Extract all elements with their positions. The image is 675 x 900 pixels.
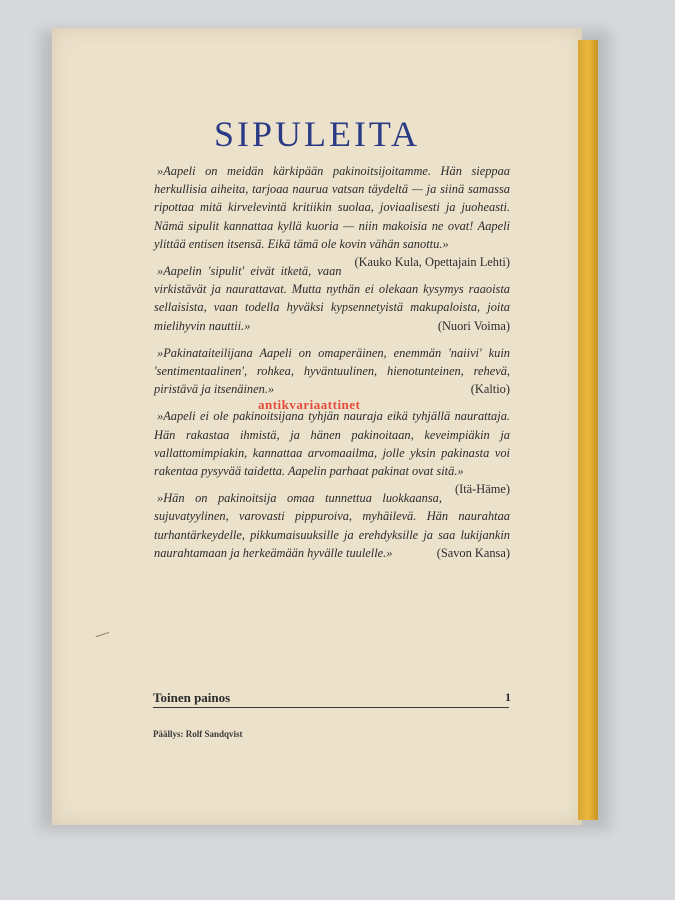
edition-divider bbox=[153, 707, 509, 708]
review-quote bbox=[154, 344, 510, 399]
quote-text: »Aapeli on meidän kärkipään pakinoitsijoitamme. Hän sieppaa herkullisia aiheita, tarjoaa naurua vatsan täydeltä — ja siinä samassa ripottaa mitä kirvelevintä kritiikin suolaa, joviaalisesti ja juoheasti. Nämä sipulit kannattaa kyllä kuoria — niin makoisia ne ovat! Aapeli ylittää entisen itsensä. Eikä tämä ole kovin vähän sanottu.» bbox=[154, 164, 510, 251]
review-quote bbox=[154, 489, 510, 562]
review-quote bbox=[154, 407, 510, 497]
quote-source: (Kaltio) bbox=[470, 382, 510, 397]
book-spine bbox=[578, 40, 598, 820]
watermark: antikvariaattinet bbox=[258, 397, 361, 412]
quote-source: (Kauko Kula, Opettajain Lehti) bbox=[354, 255, 510, 270]
quote-source: (Savon Kansa) bbox=[436, 545, 510, 560]
quote-source: (Itä-Häme) bbox=[454, 482, 510, 497]
quote-source: (Nuori Voima) bbox=[437, 318, 510, 333]
quote-text: »Hän on pakinoitsija omaa tunnettua luokkaansa, sujuvatyylinen, varovasti pippuroiva, myhäilevä. Hän naurahtaa turhantärkeydelle, pikkumaisuuksille ja erehdyksille ja saa lukijankin naurahtamaan ja herkeämään hyvälle tuulelle.» bbox=[154, 491, 510, 560]
quote-text: »Aapelin 'sipulit' eivät itketä, vaan virkistävät ja naurattavat. Mutta nythän ei olekaan kysymys raaoista sellaisista, vaan todella hyväksi kypsennetyistä makupaloista, joita mielihyvin nauttii.» bbox=[154, 264, 510, 333]
edition-label: Toinen painos bbox=[153, 690, 231, 705]
quote-text: »Pakinataiteilijana Aapeli on omaperäinen, enemmän 'naiivi' kuin 'sentimentaalinen', rohkea, hyväntuulinen, hienotunteinen, rehevä, piristävä ja itsenäinen.» bbox=[154, 345, 510, 397]
review-quotes bbox=[154, 162, 510, 571]
review-quote bbox=[154, 162, 510, 270]
cover-credit: Päällys: Rolf Sandqvist bbox=[153, 729, 243, 739]
page-number: 1 bbox=[505, 690, 511, 704]
quote-text: »Aapeli ei ole pakinoitsijana tyhjän nauraja eikä tyhjällä naurattaja. Hän rakastaa ihmistä, ja hänen pakinoitaan, keveimpiäkin ja vallattomimpiakin, kannattaa arvomaailma, jolle yksin pakinasta voi rakentaa pysyvää taidetta. Aapelin parhaat pakinat ovat sitä.» bbox=[154, 409, 510, 479]
review-quote bbox=[154, 262, 510, 335]
book-title: SIPULEITA bbox=[213, 114, 421, 154]
